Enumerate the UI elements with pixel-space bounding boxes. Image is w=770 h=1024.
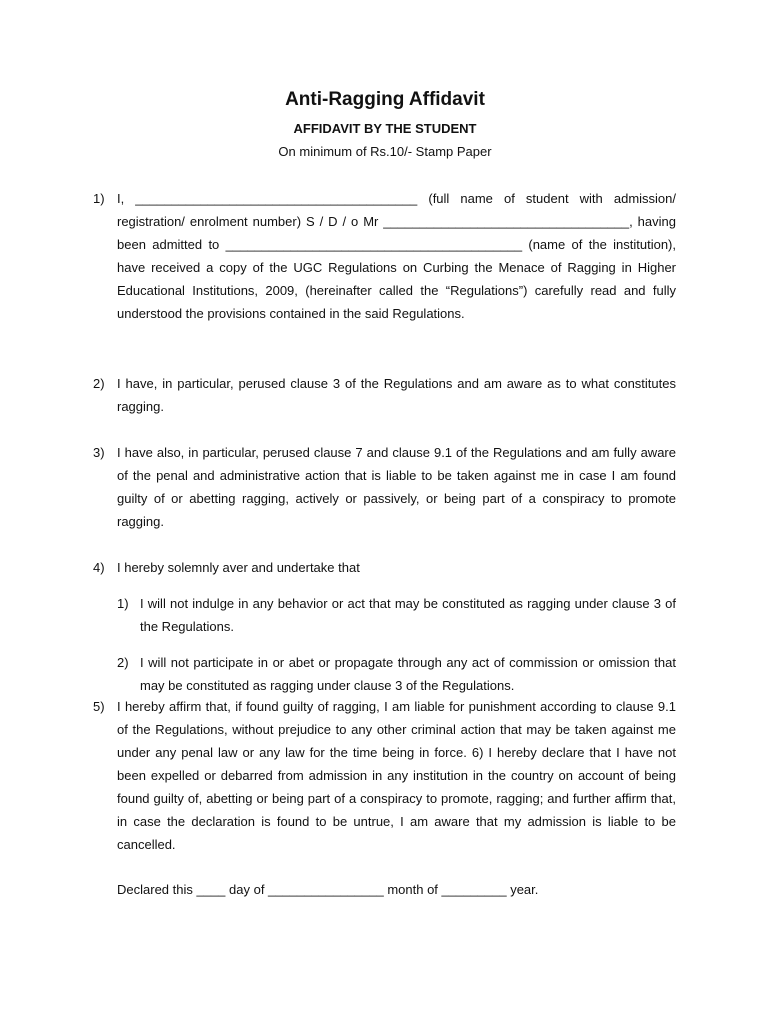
document-subtitle: AFFIDAVIT BY THE STUDENT <box>293 121 477 136</box>
clause-number: 3) <box>93 445 105 460</box>
clause-text: I hereby affirm that, if found guilty of ragging, I am liable for punishment according to clause 9.1 of the Regulations, without prejudice to any other criminal action that may be taken against me under any penal law or any law for the time being in force. 6) I hereby declare that I have not been expelled or debarred from admission in any institution in the country on account of being found guilty of, abetting or being part of a conspiracy to promote, ragging; and further affirm that, in case the declaration is found to be untrue, I am aware that my admission is liable to be cancelled. <box>117 699 676 852</box>
document-title: Anti-Ragging Affidavit <box>285 89 485 110</box>
clause-number: 1) <box>93 191 105 206</box>
undertaking-2 <box>117 651 676 697</box>
clause-number: 4) <box>93 560 105 575</box>
clause-2 <box>93 372 676 418</box>
undertaking-1 <box>117 592 676 638</box>
clause-1 <box>93 187 676 325</box>
clause-5 <box>93 695 676 856</box>
clause-4 <box>93 556 676 710</box>
clause-3 <box>93 441 676 533</box>
clause-text: I have, in particular, perused clause 3 of the Regulations and am aware as to what constitutes ragging. <box>117 376 676 414</box>
clause-text: I, _______________________________________ (full name of student with admission/ registration/ enrolment number) S / D / o Mr __________________________________, having been admitted to _________________________________________ (name of the institution), have received a copy of the UGC Regulations on Curbing the Menace of Ragging in Higher Educational Institutions, 2009, (hereinafter called the “Regulations”) carefully read and fully understood the provisions contained in the said Regulations. <box>117 191 676 321</box>
clause-text: I have also, in particular, perused clause 7 and clause 9.1 of the Regulations and am fully aware of the penal and administrative action that is liable to be taken against me in case I am found guilty of or abetting ragging, actively or passively, or being part of a conspiracy to promote ragging. <box>117 445 676 529</box>
sub-clause-text: I will not participate in or abet or propagate through any act of commission or omission that may be constituted as ragging under clause 3 of the Regulations. <box>140 655 676 693</box>
clause-text: I hereby solemnly aver and undertake that <box>117 560 360 575</box>
clause-number: 2) <box>93 376 105 391</box>
clause-number: 5) <box>93 699 105 714</box>
stamp-paper-note: On minimum of Rs.10/- Stamp Paper <box>278 144 492 159</box>
declaration-line: Declared this ____ day of ________________ month of _________ year. <box>117 882 539 897</box>
sub-clause-number: 2) <box>117 655 129 670</box>
sub-clause-text: I will not indulge in any behavior or act that may be constituted as ragging under clause 3 of the Regulations. <box>140 596 676 634</box>
sub-clause-number: 1) <box>117 596 129 611</box>
